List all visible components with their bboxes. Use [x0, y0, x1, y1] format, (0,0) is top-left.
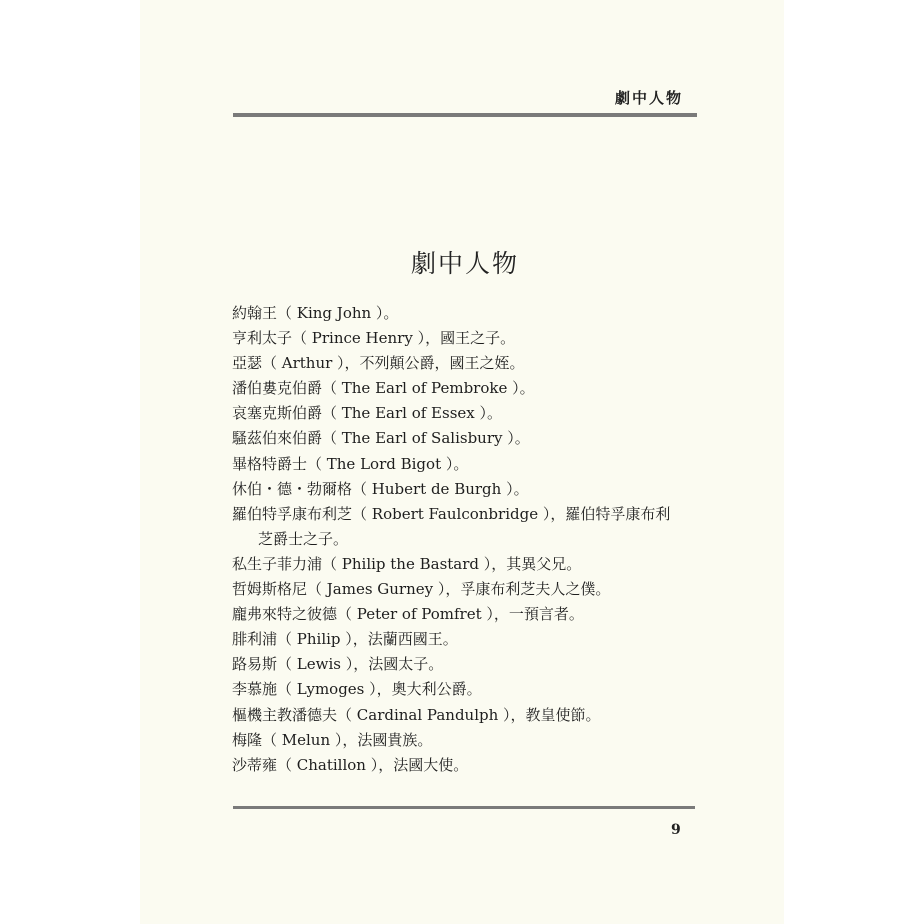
- cast-entry: 腓利浦（ Philip ），法蘭西國王。: [232, 630, 458, 649]
- cast-entry: [232, 502, 704, 552]
- cast-entry-continuation: 芝爵士之子。: [258, 529, 349, 548]
- cast-list: [232, 301, 704, 778]
- cast-entry: 路易斯（ Lewis ），法國太子。: [232, 655, 444, 674]
- footer-rule: [233, 806, 695, 809]
- cast-entry: 哲姆斯格尼（ James Gurney ），孚康布利芝夫人之僕。: [232, 580, 611, 599]
- cast-entry: 沙蒂雍（ Chatillon ），法國大使。: [232, 755, 469, 774]
- cast-entry: 龐弗來特之彼德（ Peter of Pomfret ），一預言者。: [232, 605, 584, 624]
- cast-entry: 畢格特爵士（ The Lord Bigot ）。: [232, 454, 469, 473]
- cast-entry: 李慕施（ Lymoges ），奧大利公爵。: [232, 680, 482, 699]
- cast-entry: 哀塞克斯伯爵（ The Earl of Essex ）。: [232, 404, 503, 423]
- cast-entry: 休伯・德・勃爾格（ Hubert de Burgh ）。: [232, 479, 529, 498]
- header-rule: [233, 113, 697, 117]
- running-head: 劇中人物: [615, 89, 684, 107]
- page-number: 9: [671, 822, 681, 838]
- cast-entry: 騷茲伯來伯爵（ The Earl of Salisbury ）。: [232, 429, 530, 448]
- cast-entry: 梅隆（ Melun ），法國貴族。: [232, 730, 433, 749]
- page-title: 劇中人物: [411, 249, 520, 278]
- cast-entry: 亞瑟（ Arthur ），不列顛公爵，國王之姪。: [232, 354, 525, 373]
- cast-entry-line: 羅伯特孚康布利芝（ Robert Faulconbridge ），羅伯特孚康布利: [232, 504, 671, 523]
- cast-entry: 亨利太子（ Prince Henry ），國王之子。: [232, 329, 516, 348]
- cast-entry: 潘伯婁克伯爵（ The Earl of Pembroke ）。: [232, 379, 535, 398]
- cast-entry: 樞機主教潘德夫（ Cardinal Pandulph ），教皇使節。: [232, 705, 601, 724]
- cast-entry: 私生子菲力浦（ Philip the Bastard ），其異父兄。: [232, 554, 582, 573]
- cast-entry: 約翰王（ King John ）。: [232, 304, 399, 322]
